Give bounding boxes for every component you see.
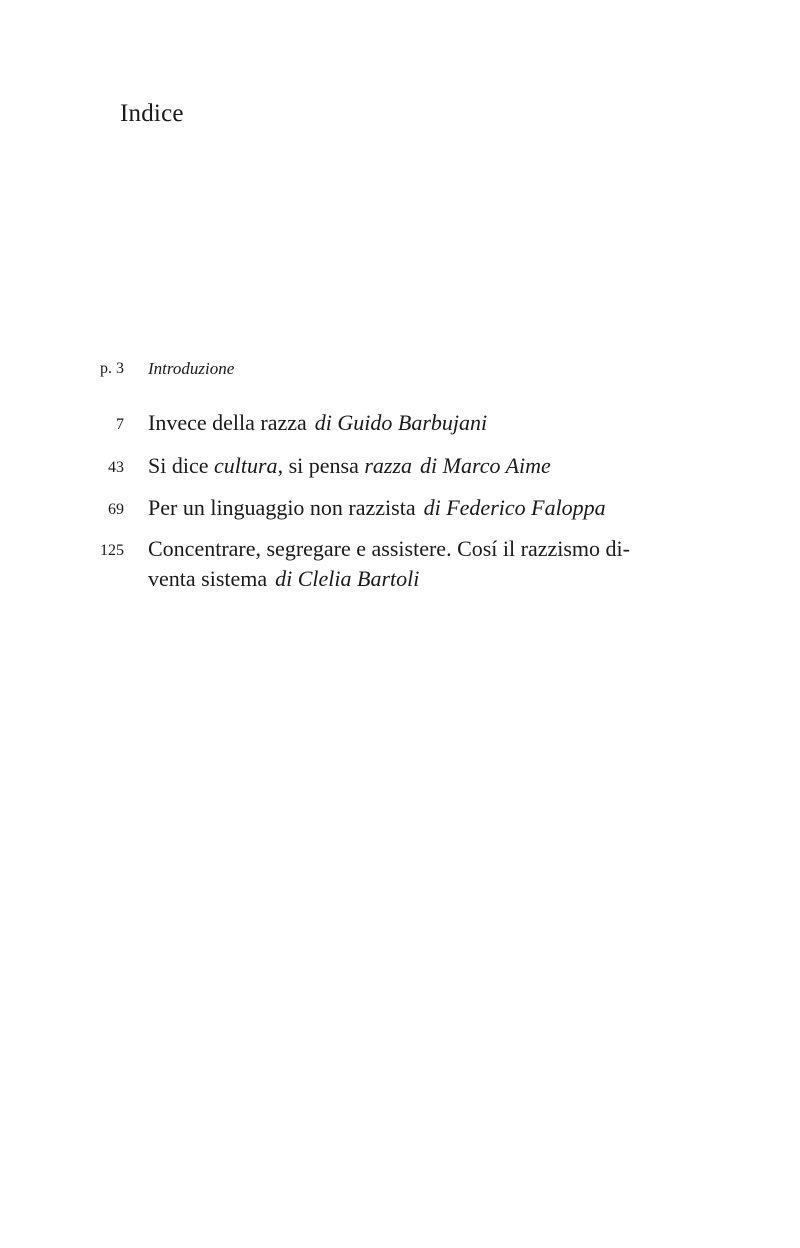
toc-page-number: 69 bbox=[108, 501, 124, 518]
toc-entry-title-line: venta sistema bbox=[148, 566, 268, 591]
toc-page-number: 43 bbox=[108, 459, 124, 476]
toc-entry-author: di Federico Faloppa bbox=[423, 495, 606, 520]
toc-page-number: 7 bbox=[116, 416, 124, 433]
page-title: Indice bbox=[120, 100, 184, 127]
toc-page-number: 125 bbox=[100, 542, 124, 559]
toc-entry-title-italic: razza bbox=[364, 453, 413, 478]
toc-entry-title-part: Si dice bbox=[148, 453, 214, 478]
toc-entry-title-part: , si pensa bbox=[277, 453, 365, 478]
toc-entry-title: Invece della razza bbox=[148, 410, 307, 435]
toc-entry-author: di Marco Aime bbox=[420, 453, 551, 478]
toc-entry-author: di Guido Barbujani bbox=[314, 410, 488, 435]
toc-entry-title: Introduzione bbox=[148, 359, 235, 378]
toc-entry-title: Per un linguaggio non razzista bbox=[148, 495, 416, 520]
toc-entry-text bbox=[148, 493, 668, 523]
toc-entry-text bbox=[148, 534, 688, 594]
toc-entry-title-italic: cultura bbox=[214, 453, 278, 478]
toc-entry-text bbox=[148, 451, 668, 481]
toc-entry-title-line: Concentrare, segregare e assistere. Cosí il razzismo di- bbox=[148, 536, 630, 561]
toc-page-number: p. 3 bbox=[100, 360, 124, 377]
toc-entry-text bbox=[148, 408, 668, 438]
toc-entry-author: di Clelia Bartoli bbox=[275, 566, 420, 591]
